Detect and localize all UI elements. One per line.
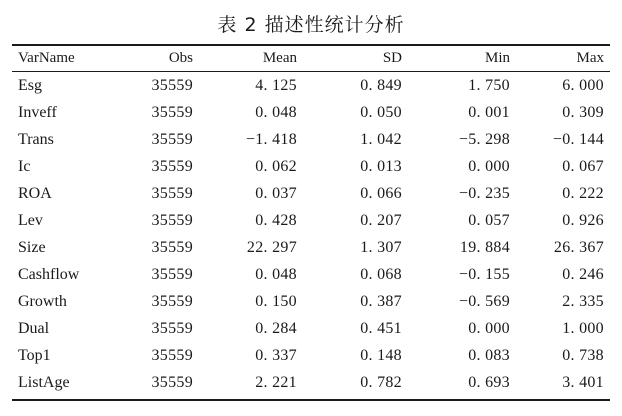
cell-min: −0. 155 xyxy=(458,266,510,283)
cell-obs: 35559 xyxy=(151,185,193,202)
table-row xyxy=(12,126,610,153)
cell-mean: 0. 037 xyxy=(255,185,297,202)
cell-mean: 0. 062 xyxy=(255,158,297,175)
cell-mean: 0. 428 xyxy=(255,212,297,229)
cell-mean: 22. 297 xyxy=(246,239,297,256)
cell-sd: 0. 387 xyxy=(360,293,402,310)
cell-max: 6. 000 xyxy=(562,77,604,94)
table-row xyxy=(12,207,610,234)
cell-obs: 35559 xyxy=(151,77,193,94)
table-caption: 表 2 描述性统计分析 xyxy=(217,14,405,36)
cell-max: 0. 738 xyxy=(562,347,604,364)
column-header-max: Max xyxy=(576,50,604,66)
cell-obs: 35559 xyxy=(151,158,193,175)
cell-varname: ListAge xyxy=(18,374,70,391)
cell-sd: 0. 782 xyxy=(360,374,402,391)
cell-mean: 0. 337 xyxy=(255,347,297,364)
cell-obs: 35559 xyxy=(151,104,193,121)
cell-min: 0. 000 xyxy=(468,158,510,175)
cell-max: 2. 335 xyxy=(562,293,604,310)
table-row xyxy=(12,153,610,180)
table-row xyxy=(12,71,610,99)
table-row xyxy=(12,261,610,288)
cell-varname: Top1 xyxy=(18,347,51,364)
table-header-row xyxy=(12,46,610,71)
cell-obs: 35559 xyxy=(151,239,193,256)
cell-min: −5. 298 xyxy=(458,131,510,148)
cell-sd: 0. 148 xyxy=(360,347,402,364)
cell-varname: Dual xyxy=(18,320,50,337)
cell-sd: 0. 849 xyxy=(360,77,402,94)
cell-mean: 0. 048 xyxy=(255,266,297,283)
cell-varname: Lev xyxy=(18,212,43,229)
cell-sd: 0. 068 xyxy=(360,266,402,283)
cell-min: −0. 569 xyxy=(458,293,510,310)
cell-varname: Inveff xyxy=(18,104,57,121)
cell-obs: 35559 xyxy=(151,212,193,229)
column-header-sd: SD xyxy=(382,50,402,66)
cell-sd: 0. 013 xyxy=(360,158,402,175)
descriptive-statistics-table xyxy=(12,46,610,396)
cell-max: 0. 246 xyxy=(562,266,604,283)
cell-varname: Trans xyxy=(18,131,54,148)
cell-max: 3. 401 xyxy=(562,374,604,391)
table-row xyxy=(12,99,610,126)
cell-sd: 1. 042 xyxy=(360,131,402,148)
cell-min: −0. 235 xyxy=(458,185,510,202)
cell-obs: 35559 xyxy=(151,347,193,364)
cell-mean: 0. 048 xyxy=(255,104,297,121)
cell-min: 0. 001 xyxy=(468,104,510,121)
cell-min: 1. 750 xyxy=(468,77,510,94)
cell-sd: 0. 451 xyxy=(360,320,402,337)
bottom-rule xyxy=(12,399,610,401)
cell-max: 0. 067 xyxy=(562,158,604,175)
cell-mean: 2. 221 xyxy=(255,374,297,391)
cell-mean: 0. 284 xyxy=(255,320,297,337)
cell-sd: 0. 050 xyxy=(360,104,402,121)
cell-varname: Esg xyxy=(18,77,42,94)
cell-mean: −1. 418 xyxy=(245,131,297,148)
cell-min: 0. 083 xyxy=(468,347,510,364)
table-row xyxy=(12,369,610,396)
cell-max: −0. 144 xyxy=(552,131,604,148)
cell-min: 0. 693 xyxy=(468,374,510,391)
cell-max: 1. 000 xyxy=(562,320,604,337)
cell-obs: 35559 xyxy=(151,320,193,337)
table-row xyxy=(12,342,610,369)
cell-obs: 35559 xyxy=(151,293,193,310)
cell-varname: ROA xyxy=(18,185,52,202)
cell-min: 19. 884 xyxy=(459,239,510,256)
cell-sd: 1. 307 xyxy=(360,239,402,256)
cell-max: 26. 367 xyxy=(553,239,604,256)
cell-sd: 0. 207 xyxy=(360,212,402,229)
cell-varname: Ic xyxy=(18,158,31,175)
cell-obs: 35559 xyxy=(151,374,193,391)
cell-min: 0. 000 xyxy=(468,320,510,337)
cell-min: 0. 057 xyxy=(468,212,510,229)
cell-max: 0. 926 xyxy=(562,212,604,229)
cell-obs: 35559 xyxy=(151,266,193,283)
table-row xyxy=(12,288,610,315)
table-body xyxy=(12,71,610,396)
column-header-varname: VarName xyxy=(18,50,75,66)
cell-mean: 0. 150 xyxy=(255,293,297,310)
cell-max: 0. 309 xyxy=(562,104,604,121)
table-row xyxy=(12,234,610,261)
cell-varname: Growth xyxy=(18,293,67,310)
table-row xyxy=(12,315,610,342)
cell-mean: 4. 125 xyxy=(255,77,297,94)
cell-varname: Cashflow xyxy=(18,266,80,283)
cell-sd: 0. 066 xyxy=(360,185,402,202)
column-header-mean: Mean xyxy=(262,50,297,66)
table-row xyxy=(12,180,610,207)
cell-obs: 35559 xyxy=(151,131,193,148)
column-header-min: Min xyxy=(484,50,510,66)
cell-varname: Size xyxy=(18,239,46,256)
column-header-obs: Obs xyxy=(168,50,193,66)
cell-max: 0. 222 xyxy=(562,185,604,202)
